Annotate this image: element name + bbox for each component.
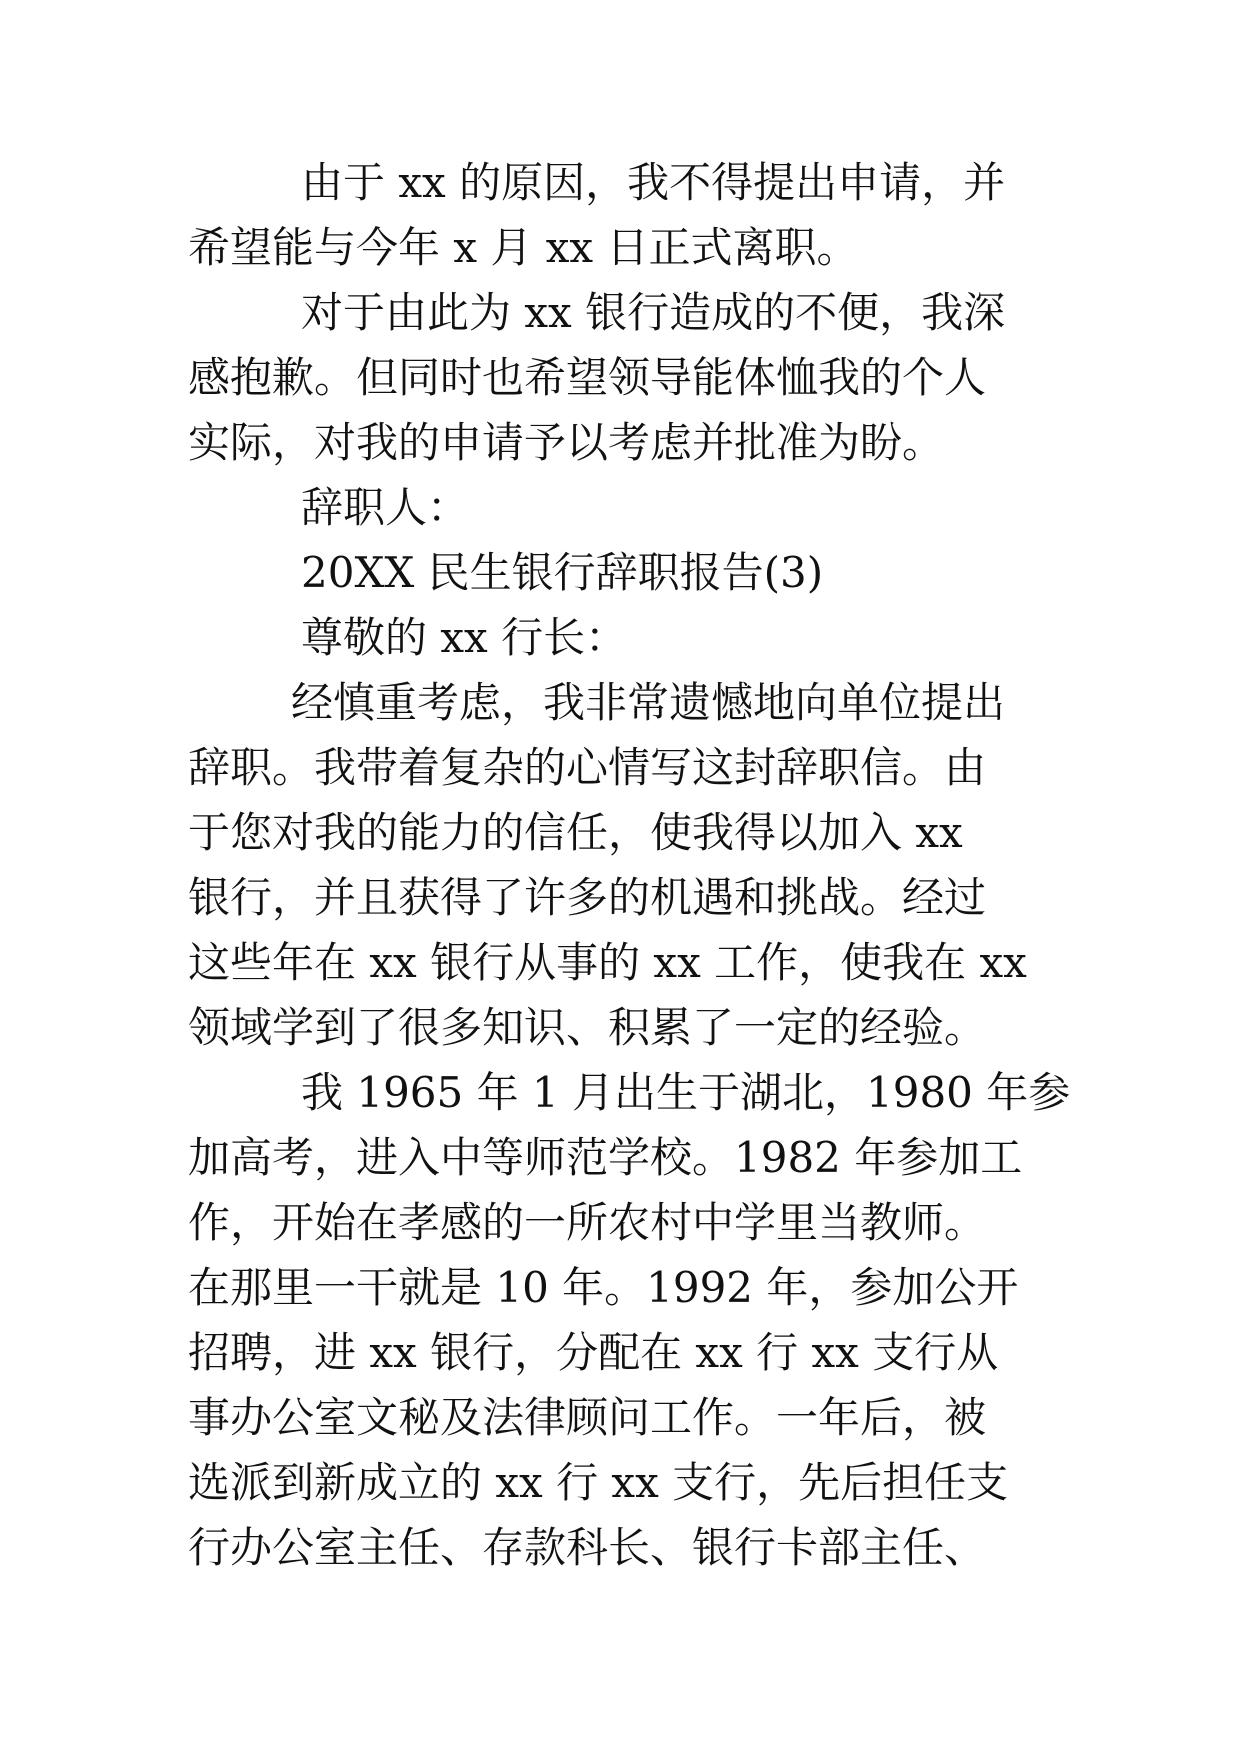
text-line: 对于由此为 xx 银行造成的不便，我深	[301, 288, 1006, 337]
salutation: 尊敬的 xx 行长：	[301, 613, 628, 662]
text-line: 希望能与今年 x 月 xx 日正式离职。	[188, 223, 859, 272]
text-line: 招聘，进 xx 银行，分配在 xx 行 xx 支行从	[188, 1328, 999, 1377]
section-title: 20XX 民生银行辞职报告(3)	[301, 548, 824, 597]
text-line: 由于 xx 的原因，我不得提出申请，并	[301, 158, 1006, 207]
text-line: 作，开始在孝感的一所农村中学里当教师。	[188, 1198, 987, 1247]
text-line: 选派到新成立的 xx 行 xx 支行，先后担任支	[188, 1458, 1009, 1507]
text-line: 感抱歉。但同时也希望领导能体恤我的个人	[188, 353, 987, 402]
text-line: 领域学到了很多知识、积累了一定的经验。	[188, 1003, 987, 1052]
letter-body	[188, 150, 1088, 1580]
text-line: 行办公室主任、存款科长、银行卡部主任、	[188, 1523, 987, 1572]
text-line: 在那里一干就是 10 年。1992 年，参加公开	[188, 1263, 1019, 1312]
text-line: 这些年在 xx 银行从事的 xx 工作，使我在 xx	[188, 938, 1027, 987]
text-line: 事办公室文秘及法律顾问工作。一年后，被	[188, 1393, 987, 1442]
text-line: 银行，并且获得了许多的机遇和挑战。经过	[188, 873, 987, 922]
text-line: 辞职。我带着复杂的心情写这封辞职信。由	[188, 743, 987, 792]
text-line: 我 1965 年 1 月出生于湖北，1980 年参	[301, 1068, 1071, 1117]
signature-label: 辞职人：	[301, 483, 470, 532]
text-line: 于您对我的能力的信任，使我得以加入 xx	[188, 808, 963, 857]
text-line: 加高考，进入中等师范学校。1982 年参加工	[188, 1133, 1023, 1182]
text-line: 经慎重考虑，我非常遗憾地向单位提出	[291, 678, 1006, 727]
text-line: 实际，对我的申请予以考虑并批准为盼。	[188, 418, 945, 467]
